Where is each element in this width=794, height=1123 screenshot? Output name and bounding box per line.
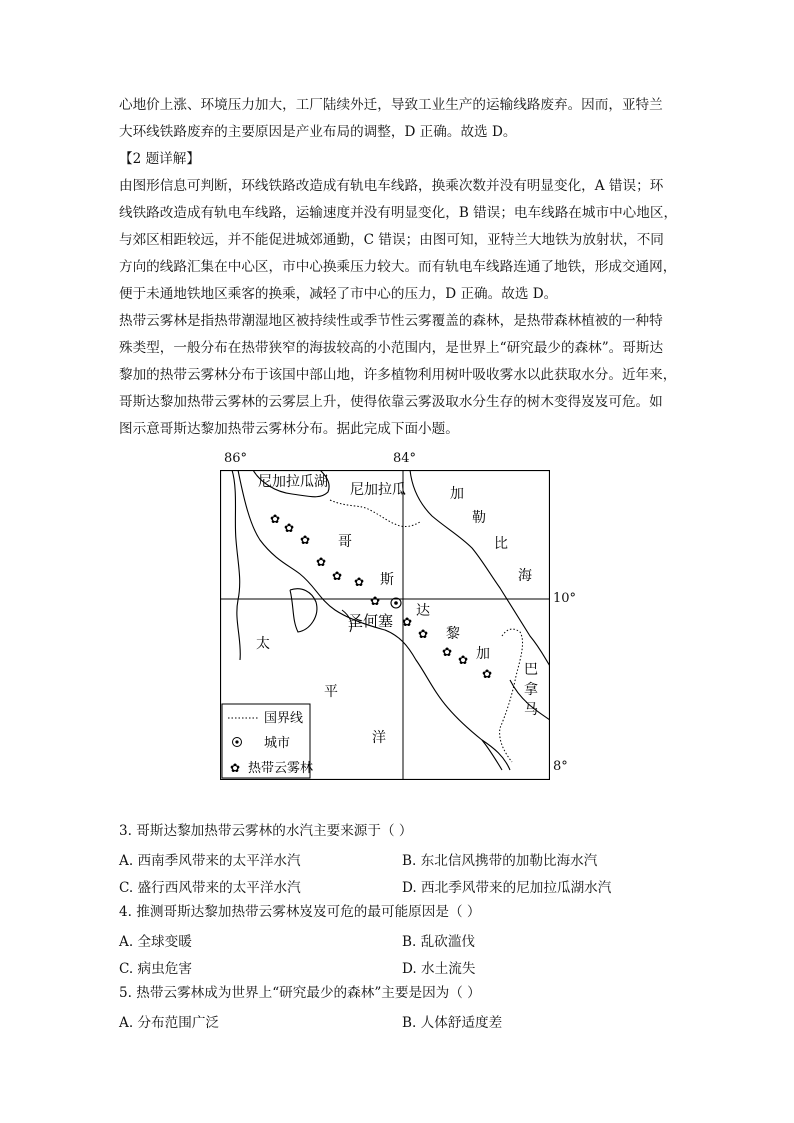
forest-symbol: ✿ — [418, 627, 429, 641]
lon-label-84: 84° — [393, 451, 417, 466]
ocean-label: 太 — [256, 636, 270, 652]
nicaragua-label: 尼加拉瓜 — [350, 482, 406, 498]
text-line: 便于未通地铁地区乘客的换乘，减轻了市中心的压力，D 正确。故选 D。 — [119, 286, 558, 302]
question-3-stem: 3. 哥斯达黎加热带云雾林的水汽主要来源于（ ） — [119, 823, 413, 839]
forest-symbol: ✿ — [284, 521, 295, 535]
question-4-option-a[interactable]: A. 全球变暖 — [119, 934, 192, 950]
text-line: 殊类型，一般分布在热带狭窄的海拔较高的小范围内，是世界上“研究最少的森林”。哥斯达 — [119, 340, 664, 356]
text-line: 大环线铁路废弃的主要原因是产业布局的调整，D 正确。故选 D。 — [119, 124, 517, 140]
lat-label-8: 8° — [553, 759, 568, 774]
lake-label: 尼加拉瓜湖 — [258, 474, 328, 490]
text-line: 图示意哥斯达黎加热带云雾林分布。据此完成下面小题。 — [119, 421, 459, 437]
forest-symbol: ✿ — [354, 575, 365, 589]
text-line: 黎加的热带云雾林分布于该国中部山地，许多植物利用树叶吸收雾水以此获取水分。近年来， — [119, 367, 677, 383]
question-5-option-a[interactable]: A. 分布范围广泛 — [119, 1015, 220, 1031]
text-line: 与郊区相距较远，并不能促进城郊通勤，C 错误；由图可知，亚特兰大地铁为放射状，不同 — [119, 232, 664, 248]
sea-label: 海 — [518, 568, 532, 584]
forest-symbol: ✿ — [270, 512, 281, 526]
forest-symbol: ✿ — [442, 645, 453, 659]
sea-label: 比 — [494, 536, 508, 552]
legend-forest-label: 热带云雾林 — [248, 761, 314, 776]
question-3-option-d[interactable]: D. 西北季风带来的尼加拉瓜湖水汽 — [402, 880, 612, 896]
text-line: 哥斯达黎加热带云雾林的云雾层上升，使得依靠云雾汲取水分生存的树木变得岌岌可危。如 — [119, 394, 663, 410]
forest-symbol: ✿ — [482, 667, 493, 681]
forest-symbol: ✿ — [370, 594, 381, 608]
country-label: 达 — [416, 603, 430, 619]
text-line: 由图形信息可判断，环线铁路改造成有轨电车线路，换乘次数并没有明显变化，A 错误；环 — [119, 178, 664, 194]
country-label: 黎 — [446, 626, 460, 642]
forest-symbol: ✿ — [316, 555, 327, 569]
forest-symbol: ✿ — [300, 533, 311, 547]
country-label: 加 — [476, 646, 490, 662]
text-line: 方向的线路汇集在中心区，市中心换乘压力较大。而有轨电车线路连通了地铁，形成交通网， — [119, 259, 677, 275]
question-3-option-c[interactable]: C. 盛行西风带来的太平洋水汽 — [119, 880, 301, 896]
text-line: 线铁路改造成有轨电车线路，运输速度并没有明显变化，B 错误；电车线路在城市中心地区， — [119, 205, 678, 221]
legend-city-label: 城市 — [264, 736, 291, 751]
lon-label-86: 86° — [224, 451, 248, 466]
country-label: 斯 — [380, 572, 394, 588]
question-5-option-b[interactable]: B. 人体舒适度差 — [402, 1015, 503, 1031]
costa-rica-map — [220, 470, 550, 780]
forest-symbol: ✿ — [332, 569, 343, 583]
question-4-option-b[interactable]: B. 乱砍滥伐 — [402, 934, 476, 950]
ocean-label: 洋 — [372, 730, 386, 746]
forest-symbol: ✿ — [458, 653, 469, 667]
ocean-label: 平 — [324, 684, 338, 700]
panama-label: 拿 — [524, 682, 538, 698]
legend-border-label: 国界线 — [264, 711, 304, 726]
sea-label: 加 — [450, 486, 464, 502]
country-label: 哥 — [338, 534, 352, 550]
question-3-option-a[interactable]: A. 西南季风带来的太平洋水汽 — [119, 853, 301, 869]
capital-label: 圣何塞 — [348, 612, 394, 630]
lat-label-10: 10° — [553, 591, 577, 606]
section-heading: 【2 题详解】 — [119, 151, 200, 167]
question-3-option-b[interactable]: B. 东北信风携带的加勒比海水汽 — [402, 853, 598, 869]
question-5-stem: 5. 热带云雾林成为世界上“研究最少的森林”主要是因为（ ） — [119, 985, 481, 1001]
panama-label: 马 — [524, 702, 538, 718]
forest-symbol: ✿ — [402, 615, 413, 629]
svg-text:✿: ✿ — [230, 761, 241, 775]
question-4-option-c[interactable]: C. 病虫危害 — [119, 961, 192, 977]
text-line: 热带云雾林是指热带潮湿地区被持续性或季节性云雾覆盖的森林，是热带森林植被的一种特 — [119, 313, 663, 329]
question-4-option-d[interactable]: D. 水土流失 — [402, 961, 476, 977]
question-4-stem: 4. 推测哥斯达黎加热带云雾林岌岌可危的最可能原因是（ ） — [119, 904, 481, 920]
panama-label: 巴 — [524, 662, 538, 678]
text-line: 心地价上涨、环境压力加大，工厂陆续外迁，导致工业生产的运输线路废弃。因而，亚特兰 — [119, 97, 663, 113]
sea-label: 勒 — [472, 510, 486, 526]
